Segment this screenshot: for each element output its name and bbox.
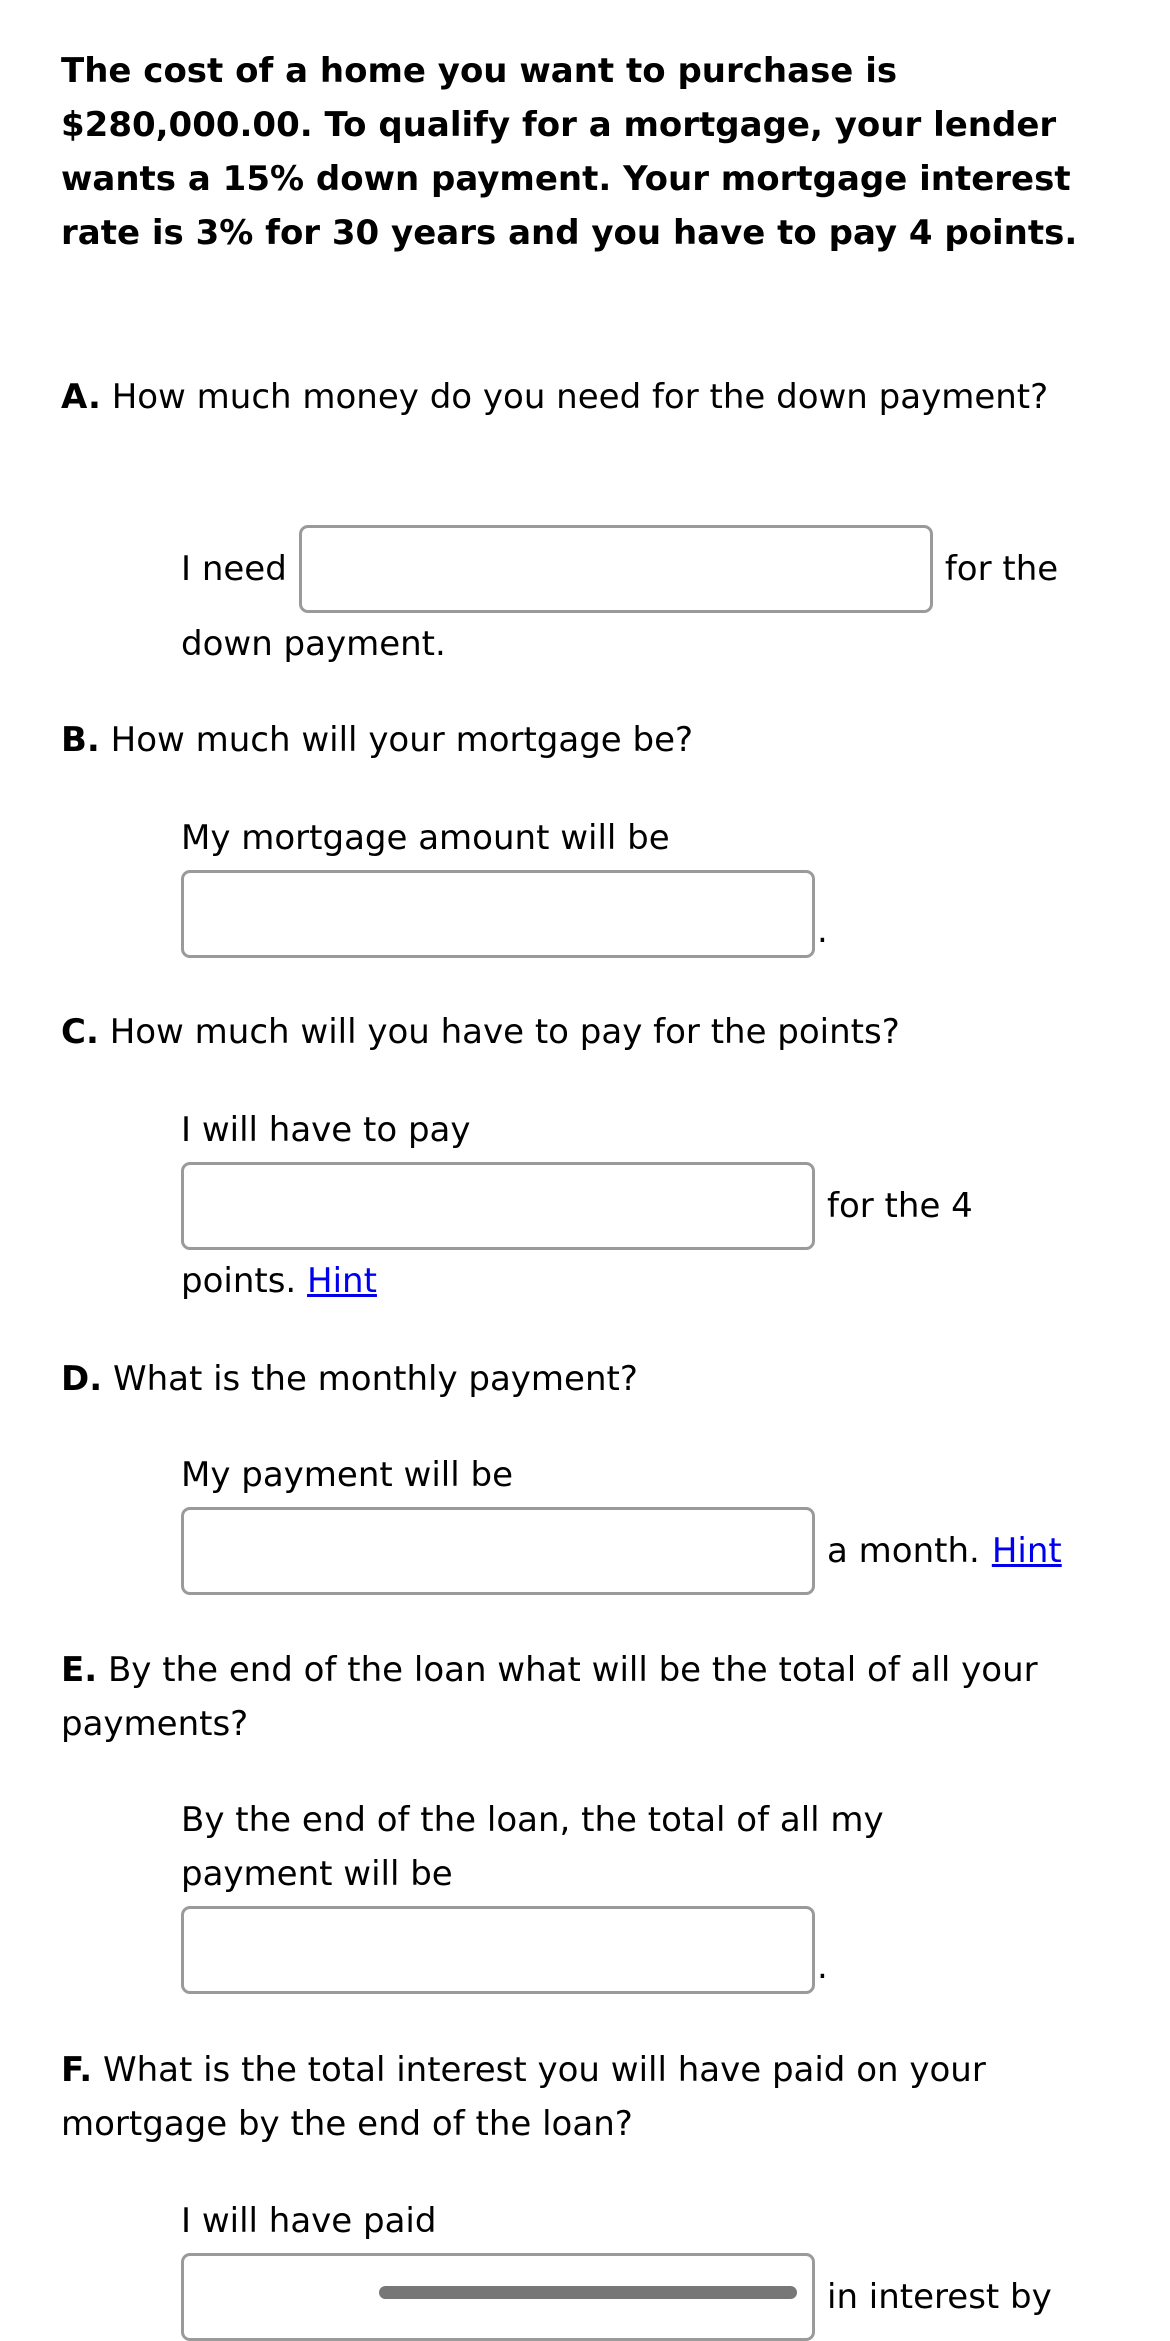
monthly-payment-input[interactable] [181,1507,815,1595]
question-f [61,2043,1121,2151]
question-a [61,370,1121,424]
question-label: F. [61,2050,93,2090]
answer-a-row [181,525,1058,613]
answer-continuation [181,1254,1121,1308]
question-text: How much will you have to pay for the points? [109,1012,900,1052]
hint-link[interactable]: Hint [307,1261,377,1301]
answer-b-row [181,870,828,958]
question-text: By the end of the loan what will be the total of all your payments? [61,1650,1038,1744]
scrollbar-thumb[interactable] [379,2286,797,2299]
total-payments-input[interactable] [181,1906,815,1994]
question-c [61,1005,1121,1059]
answer-f-row [181,2253,1052,2341]
question-e [61,1643,1121,1751]
answer-suffix: for the [944,549,1059,589]
down-payment-input[interactable] [299,525,933,613]
question-b [61,713,1121,767]
answer-suffix: . [817,911,828,951]
total-interest-field [181,2253,815,2341]
answer-lead: By the end of the loan, the total of all my payment will be [181,1800,884,1894]
problem-statement: The cost of a home you want to purchase is $280,000.00. To qualify for a mortgage, your lender wants a 15% down payment. Your mortgage interest rate is 3% for 30 years and you have to pay 4 points. [61,51,1078,253]
question-text: How much money do you need for the down payment? [111,377,1049,417]
question-text: How much will your mortgage be? [110,720,694,760]
answer-continuation-text: points. [181,1261,297,1301]
answer-suffix: for the 4 [827,1186,973,1226]
answer-d-row [181,1507,1062,1595]
answer-prefix: I need [181,549,287,589]
answer-suffix: a month. [827,1531,980,1571]
question-label: A. [61,377,101,417]
question-text: What is the monthly payment? [112,1359,638,1399]
question-label: E. [61,1650,98,1690]
answer-lead: My payment will be [181,1455,513,1495]
answer-continuation: down payment. [181,624,446,664]
answer-suffix: . [817,1947,828,1987]
answer-e-row [181,1906,828,1994]
question-text: What is the total interest you will have paid on your mortgage by the end of the loan? [61,2050,986,2144]
answer-lead: I will have to pay [181,1110,471,1150]
answer-lead: I will have paid [181,2201,437,2241]
question-d [61,1352,1121,1406]
question-label: B. [61,720,100,760]
hint-link[interactable]: Hint [991,1531,1062,1571]
points-cost-input[interactable] [181,1162,815,1250]
answer-c-row [181,1162,973,1250]
question-label: D. [61,1359,103,1399]
question-label: C. [61,1012,99,1052]
mortgage-amount-input[interactable] [181,870,815,958]
answer-lead: My mortgage amount will be [181,818,670,858]
answer-suffix: in interest by [827,2277,1052,2317]
